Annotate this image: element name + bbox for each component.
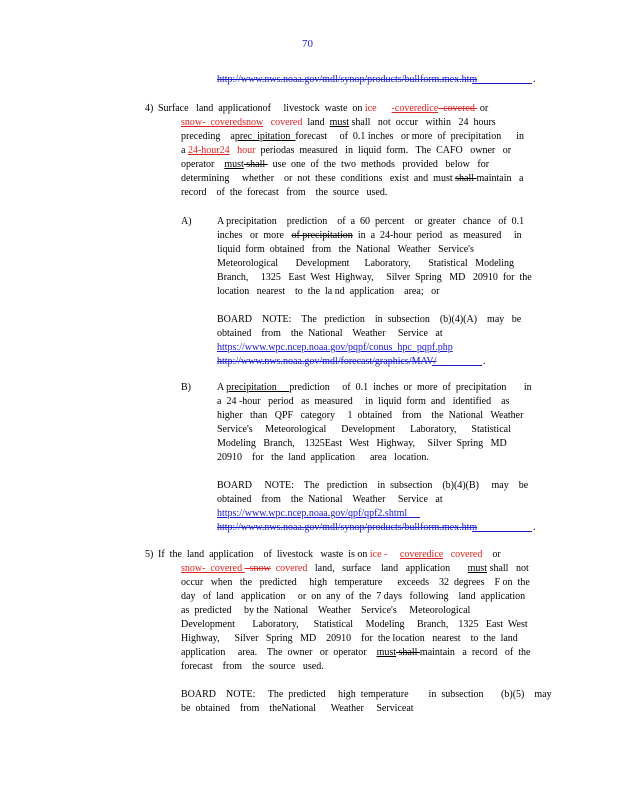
itemB-url-old[interactable]: http://www.nws.noaa.gov/mdl/synop/products/bullform.mex.htm [217,522,478,533]
itemB-note-line1: BOARD NOTE: The prediction in subsection (b)(4)(B) may be [217,480,529,491]
item5-line1: If the land application of livestock waste is on ice - coveredice covered or [158,549,501,560]
itemA-url-period: . [483,356,486,367]
itemA-url-new[interactable]: https://www.wpc.ncep.noaa.gov/pqpf/conus_hpc_pqpf.php [217,342,453,353]
item5-line9: forecast from the source used. [181,661,324,672]
itemA-url-rule [432,365,482,366]
top-url-link[interactable]: http://www.nws.noaa.gov/mdl/synop/products/bullform.mex.htm [217,74,478,85]
itemB-url-rule-new [370,517,420,518]
itemA-url-old[interactable]: http://www.nws.noaa.gov/mdl/forecast/graphics/MAV/ [217,356,437,367]
top-url-rule [472,83,532,84]
itemA-line2: inches or more of precipitation in a 24-hour period as measured in [217,230,522,241]
itemA-note-line1: BOARD NOTE: The prediction in subsection (b)(4)(A) may be [217,314,522,325]
itemB-label: B) [181,382,191,393]
item4-line7: record of the forecast from the source used. [181,187,388,198]
item5-line7: Highway, Silver Spring MD 20910 for the location nearest to the land [181,633,518,644]
itemA-label: A) [181,216,192,227]
item4-line4: a 24-hour24 hour periodas measured in liquid form. The CAFO owner or [181,145,512,156]
itemA-line3: liquid form obtained from the National Weather Service's [217,244,474,255]
item4-line2: snow- coveredsnow covered land must shall not occur within 24 hours [181,117,496,128]
itemA-line6: location nearest to the la nd application area; or [217,286,440,297]
item5-number: 5) [145,549,154,560]
itemB-url-new[interactable]: https://www.wpc.ncep.noaa.gov/qpf/qpf2.shtml [217,508,408,519]
itemB-url-period: . [533,522,536,533]
item4-line3: preceding aprec ipitation forecast of 0.1 inches or more of precipitation in [181,131,524,142]
itemB-line5: Modeling Branch, 1325East West Highway, Silver Spring MD [217,438,507,449]
item5-line3: occur when the predicted high temperature exceeds 32 degrees F on the [181,577,530,588]
item5-line5: as predicted by the National Weather Service's Meteorological [181,605,471,616]
item5-line4: day of land application or on any of the 7 days following land application [181,591,526,602]
top-url-period: . [533,74,536,85]
itemA-note-line2: obtained from the National Weather Service at [217,328,443,339]
item5-note-line2: be obtained from theNational Weather Serviceat [181,703,414,714]
item4-number: 4) [145,103,154,114]
itemA-line1: A precipitation prediction of a 60 percent or greater chance of 0.1 [217,216,525,227]
itemB-line2: a 24 -hour period as measured in liquid form and identified as [217,396,510,407]
item4-line5: operator must shall use one of the two methods provided below for [181,159,490,170]
item5-note-line1: BOARD NOTE: The predicted high temperature in subsection (b)(5) may [181,689,552,700]
item5-line6: Development Laboratory, Statistical Modeling Branch, 1325 East West [181,619,528,630]
itemB-line6: 20910 for the land application area location. [217,452,429,463]
item4-line1: Surface land applicationof livestock waste on ice -coveredice covered or [158,103,489,114]
itemB-line4: Service's Meteorological Development Laboratory, Statistical [217,424,511,435]
itemA-line5: Branch, 1325 East West Highway, Silver Spring MD 20910 for the [217,272,532,283]
page-number: 70 [302,38,313,50]
item5-line8: application area. The owner or operator must shall maintain a record of the [181,647,531,658]
itemB-line1: A precipitation prediction of 0.1 inches or more of precipitation in [217,382,532,393]
itemB-url-rule-old [472,531,532,532]
item4-line6: determining whether or not these conditions exist and must shall maintain a [181,173,524,184]
itemA-line4: Meteorological Development Laboratory, Statistical Modeling [217,258,515,269]
itemB-note-line2: obtained from the National Weather Service at [217,494,443,505]
item5-line2: snow- covered snow covered land, surface land application must shall not [181,563,529,574]
itemB-line3: higher than QPF category 1 obtained from the National Weather [217,410,524,421]
